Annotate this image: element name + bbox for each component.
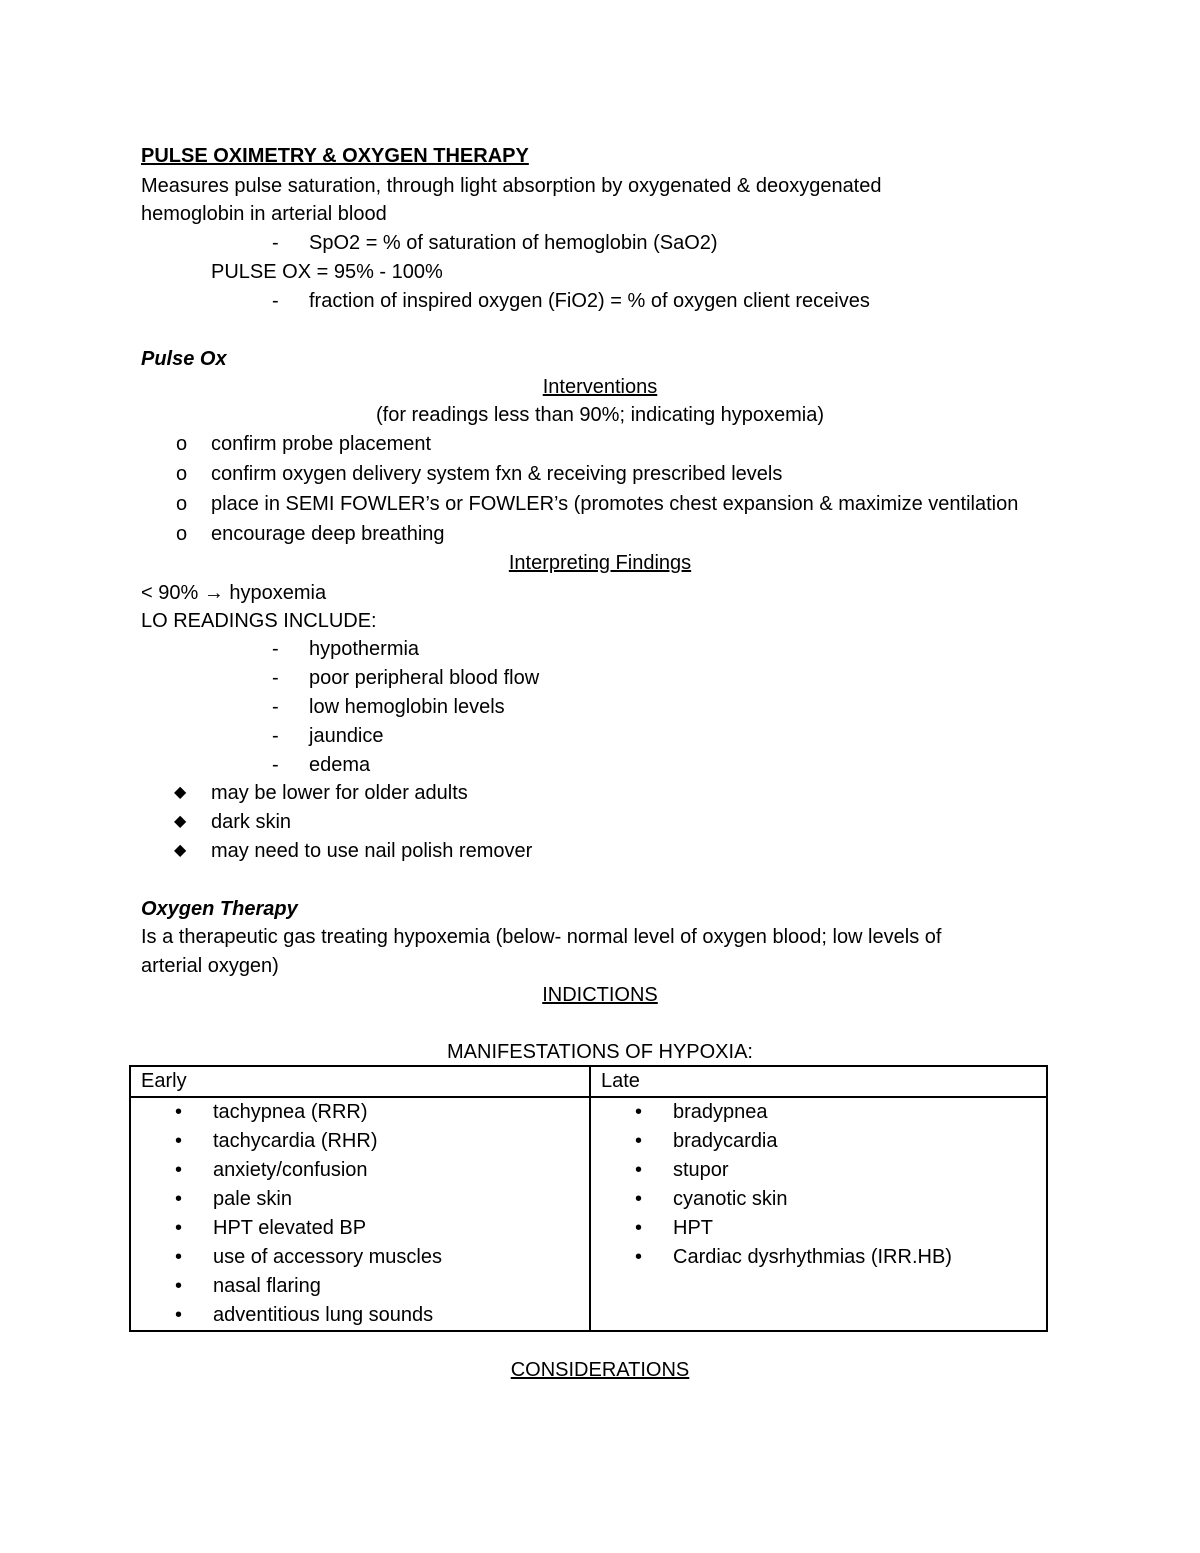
late-item-text: bradycardia bbox=[673, 1130, 778, 1152]
bullet-icon: • bbox=[175, 1101, 183, 1123]
early-item-text: HPT elevated BP bbox=[213, 1217, 367, 1239]
lo-reading-item: edema bbox=[309, 754, 371, 776]
circle-bullet: o bbox=[176, 463, 188, 485]
bullet-icon: • bbox=[175, 1304, 183, 1326]
late-item-text: cyanotic skin bbox=[673, 1188, 788, 1210]
dash-marker: - bbox=[272, 696, 279, 718]
circle-bullet: o bbox=[176, 433, 188, 455]
bullet-icon: • bbox=[635, 1188, 643, 1210]
list-item bbox=[591, 1156, 1046, 1185]
list-item bbox=[131, 1098, 589, 1127]
list-item bbox=[591, 1185, 1046, 1214]
list-item bbox=[131, 1243, 589, 1272]
considerations-heading bbox=[0, 1357, 1200, 1383]
lo-reading-item: hypothermia bbox=[309, 638, 420, 660]
intervention-item: confirm oxygen delivery system fxn & receiving prescribed levels bbox=[211, 463, 783, 485]
interpreting-findings-heading-text: Interpreting Findings bbox=[508, 552, 692, 574]
late-column-header: Late bbox=[590, 1066, 1047, 1097]
diamond-item: may be lower for older adults bbox=[211, 782, 468, 804]
intro-text-line-1: Measures pulse saturation, through light absorption by oxygenated & deoxygenated bbox=[141, 175, 882, 197]
interventions-subtitle: (for readings less than 90%; indicating hypoxemia) bbox=[375, 404, 825, 426]
table-row bbox=[130, 1097, 1047, 1331]
intro-text-line-2: hemoglobin in arterial blood bbox=[141, 203, 387, 225]
manifestations-heading: MANIFESTATIONS OF HYPOXIA: bbox=[447, 1041, 753, 1063]
list-item bbox=[131, 1301, 589, 1330]
hypoxemia-threshold bbox=[141, 580, 326, 606]
list-item bbox=[591, 1127, 1046, 1156]
early-column-header: Early bbox=[130, 1066, 590, 1097]
list-item bbox=[131, 1127, 589, 1156]
threshold-result: hypoxemia bbox=[229, 582, 327, 604]
interpreting-findings-heading bbox=[0, 550, 1200, 576]
diamond-bullet-icon: ◆ bbox=[174, 813, 187, 830]
bullet-icon: • bbox=[175, 1217, 183, 1239]
dash-marker: - bbox=[272, 290, 279, 312]
early-item-text: anxiety/confusion bbox=[213, 1159, 368, 1181]
bullet-icon: • bbox=[175, 1130, 183, 1152]
list-item bbox=[591, 1098, 1046, 1127]
early-list bbox=[131, 1098, 589, 1330]
considerations-heading-text: CONSIDERATIONS bbox=[510, 1359, 690, 1381]
lo-readings-title: LO READINGS INCLUDE: bbox=[141, 610, 377, 632]
spo2-definition: SpO2 = % of saturation of hemoglobin (SaO2) bbox=[309, 232, 718, 254]
early-item-text: adventitious lung sounds bbox=[213, 1304, 434, 1326]
bullet-icon: • bbox=[635, 1101, 643, 1123]
bullet-icon: • bbox=[175, 1246, 183, 1268]
dash-marker: - bbox=[272, 667, 279, 689]
late-list bbox=[591, 1098, 1046, 1272]
intervention-item: confirm probe placement bbox=[211, 433, 432, 455]
bullet-icon: • bbox=[635, 1217, 643, 1239]
lo-reading-item: jaundice bbox=[309, 725, 384, 747]
pulse-ox-normal-range: PULSE OX = 95% - 100% bbox=[211, 261, 443, 283]
early-item-text: use of accessory muscles bbox=[213, 1246, 442, 1268]
list-item bbox=[591, 1243, 1046, 1272]
oxygen-therapy-desc-line-2: arterial oxygen) bbox=[141, 955, 279, 977]
list-item bbox=[591, 1214, 1046, 1243]
pulse-ox-section-title: Pulse Ox bbox=[141, 348, 227, 370]
early-item-text: pale skin bbox=[213, 1188, 292, 1210]
intervention-item: place in SEMI FOWLER’s or FOWLER’s (promotes chest expansion & maximize ventilation bbox=[211, 493, 1019, 515]
threshold-value: < 90% bbox=[141, 582, 199, 604]
dash-marker: - bbox=[272, 232, 279, 254]
circle-bullet: o bbox=[176, 523, 188, 545]
oxygen-therapy-section-title: Oxygen Therapy bbox=[141, 898, 298, 920]
diamond-bullet-icon: ◆ bbox=[174, 842, 187, 859]
dash-marker: - bbox=[272, 754, 279, 776]
list-item bbox=[131, 1185, 589, 1214]
hypoxia-manifestations-table bbox=[129, 1065, 1048, 1332]
bullet-icon: • bbox=[175, 1275, 183, 1297]
arrow-right-icon: → bbox=[203, 582, 224, 604]
intervention-item: encourage deep breathing bbox=[211, 523, 445, 545]
page-heading: PULSE OXIMETRY & OXYGEN THERAPY bbox=[141, 145, 529, 167]
lo-reading-item: poor peripheral blood flow bbox=[309, 667, 540, 689]
late-item-text: bradypnea bbox=[673, 1101, 768, 1123]
bullet-icon: • bbox=[635, 1159, 643, 1181]
indictions-heading bbox=[0, 982, 1200, 1008]
interventions-heading-text: Interventions bbox=[542, 376, 658, 398]
bullet-icon: • bbox=[635, 1246, 643, 1268]
bullet-icon: • bbox=[635, 1130, 643, 1152]
dash-marker: - bbox=[272, 638, 279, 660]
circle-bullet: o bbox=[176, 493, 188, 515]
fio2-definition: fraction of inspired oxygen (FiO2) = % of oxygen client receives bbox=[309, 290, 870, 312]
interventions-heading bbox=[0, 374, 1200, 400]
late-cell bbox=[590, 1097, 1047, 1331]
oxygen-therapy-desc-line-1: Is a therapeutic gas treating hypoxemia (below- normal level of oxygen blood; low levels of bbox=[141, 926, 942, 948]
list-item bbox=[131, 1272, 589, 1301]
diamond-item: may need to use nail polish remover bbox=[211, 840, 533, 862]
late-item-text: stupor bbox=[673, 1159, 729, 1181]
indictions-heading-text: INDICTIONS bbox=[542, 984, 658, 1006]
early-item-text: tachypnea (RRR) bbox=[213, 1101, 368, 1123]
dash-marker: - bbox=[272, 725, 279, 747]
late-item-text: Cardiac dysrhythmias (IRR.HB) bbox=[673, 1246, 952, 1268]
early-item-text: tachycardia (RHR) bbox=[213, 1130, 378, 1152]
early-cell bbox=[130, 1097, 590, 1331]
lo-reading-item: low hemoglobin levels bbox=[309, 696, 505, 718]
table-header-row bbox=[130, 1066, 1047, 1097]
early-item-text: nasal flaring bbox=[213, 1275, 321, 1297]
diamond-item: dark skin bbox=[211, 811, 292, 833]
list-item bbox=[131, 1156, 589, 1185]
bullet-icon: • bbox=[175, 1188, 183, 1210]
late-item-text: HPT bbox=[673, 1217, 713, 1239]
list-item bbox=[131, 1214, 589, 1243]
bullet-icon: • bbox=[175, 1159, 183, 1181]
diamond-bullet-icon: ◆ bbox=[174, 784, 187, 801]
